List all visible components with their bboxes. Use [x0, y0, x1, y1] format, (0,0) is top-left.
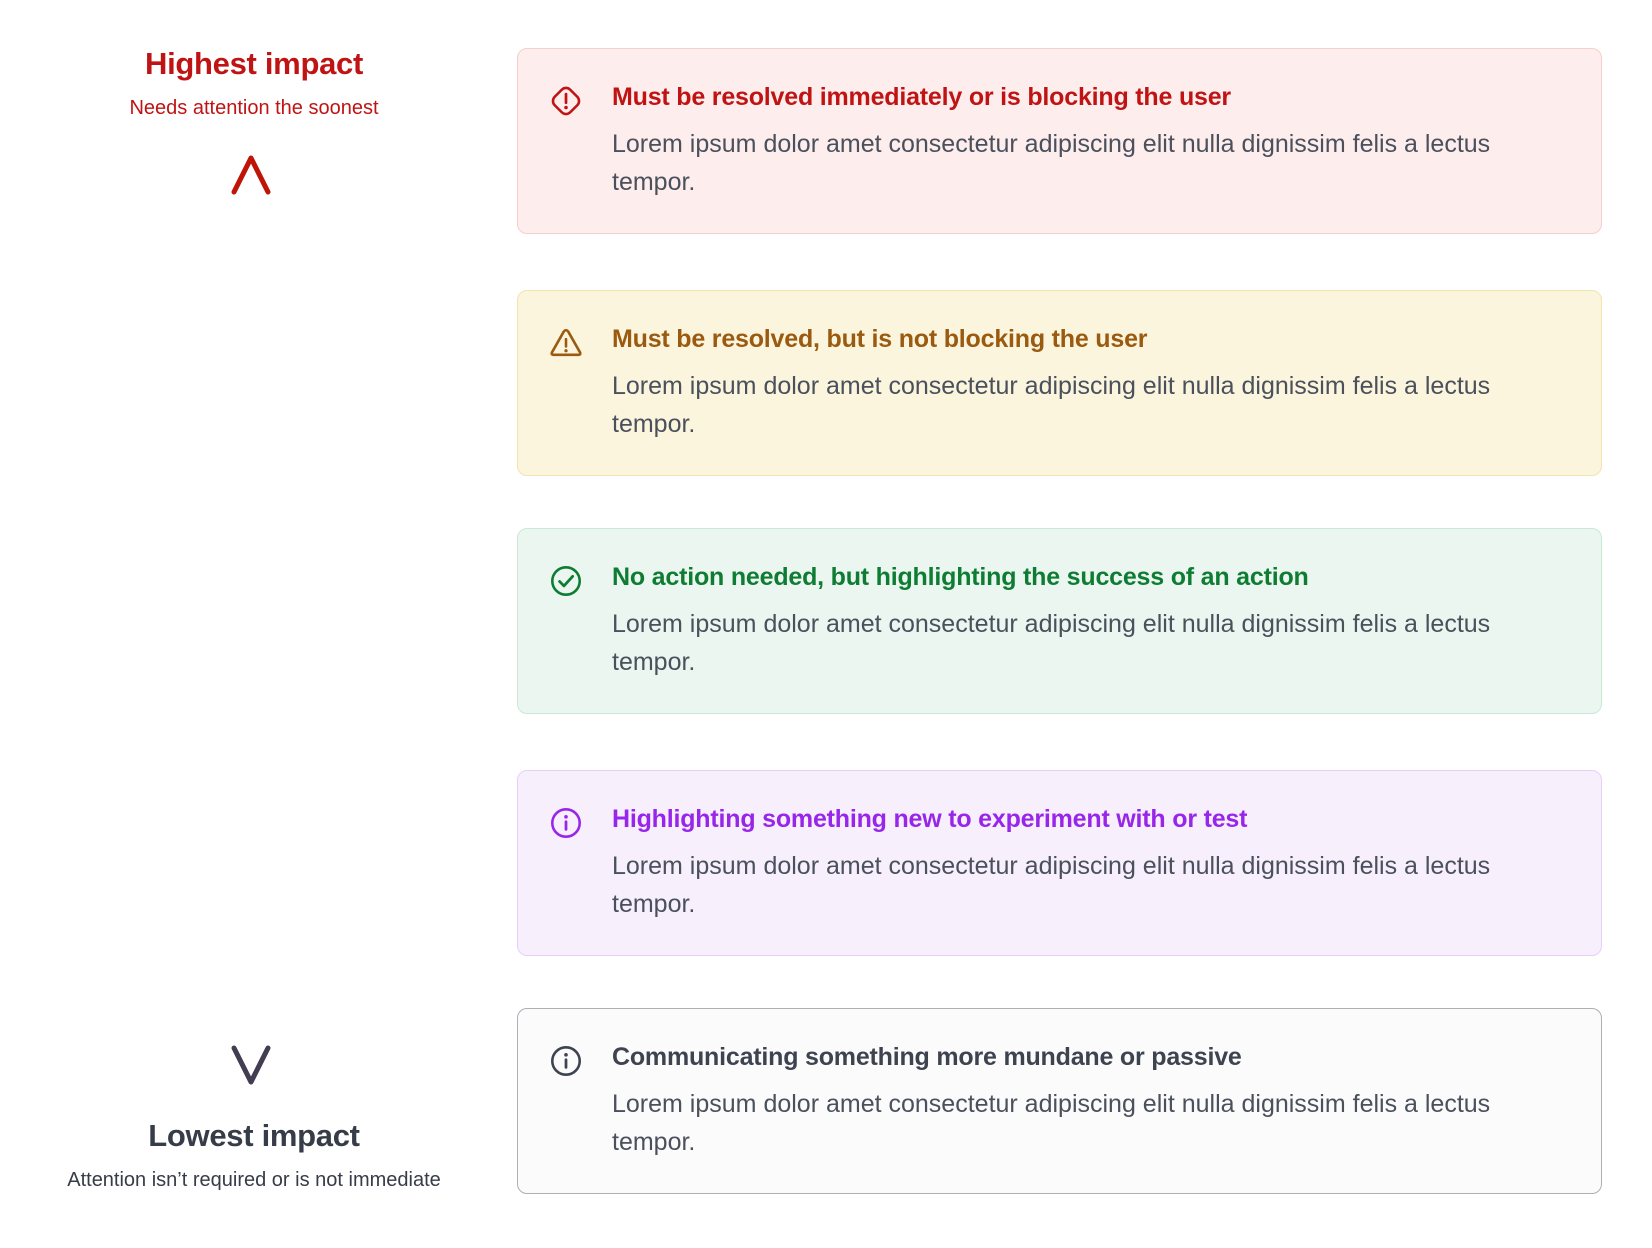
highest-impact-label-group [0, 46, 508, 120]
alert-card-critical [517, 48, 1602, 234]
card-body: Lorem ipsum dolor amet consectetur adipiscing elit nulla dignissim felis a lectus tempor. [612, 852, 1491, 918]
alert-card-warning [517, 290, 1602, 476]
card-body: Lorem ipsum dolor amet consectetur adipiscing elit nulla dignissim felis a lectus tempor. [612, 610, 1491, 676]
info-circle-icon [548, 805, 584, 841]
lowest-impact-label-group [0, 1118, 508, 1192]
card-title: Must be resolved, but is not blocking the user [612, 325, 1148, 353]
card-body: Lorem ipsum dolor amet consectetur adipiscing elit nulla dignissim felis a lectus tempor. [612, 372, 1491, 438]
alert-diamond-icon [548, 83, 584, 119]
lowest-impact-title: Lowest impact [148, 1118, 360, 1153]
highest-impact-title: Highest impact [144, 46, 363, 81]
card-title: Communicating something more mundane or passive [612, 1043, 1242, 1071]
alert-triangle-icon [548, 325, 584, 361]
alert-card-list [517, 48, 1602, 1194]
card-title: Highlighting something new to experiment with or test [612, 805, 1248, 833]
card-body: Lorem ipsum dolor amet consectetur adipiscing elit nulla dignissim felis a lectus tempor. [612, 130, 1491, 196]
card-title: No action needed, but highlighting the success of an action [612, 563, 1309, 591]
impact-gradient-arrow [227, 150, 275, 1090]
card-title: Must be resolved immediately or is blocking the user [612, 83, 1231, 111]
check-circle-icon [548, 563, 584, 599]
alert-card-neutral [517, 1008, 1602, 1194]
alert-card-success [517, 528, 1602, 714]
info-circle-icon [548, 1043, 584, 1079]
alert-card-new [517, 770, 1602, 956]
lowest-impact-subtitle: Attention isn’t required or is not immediate [67, 1168, 441, 1191]
highest-impact-subtitle: Needs attention the soonest [129, 96, 379, 119]
card-body: Lorem ipsum dolor amet consectetur adipiscing elit nulla dignissim felis a lectus tempor. [612, 1090, 1491, 1156]
